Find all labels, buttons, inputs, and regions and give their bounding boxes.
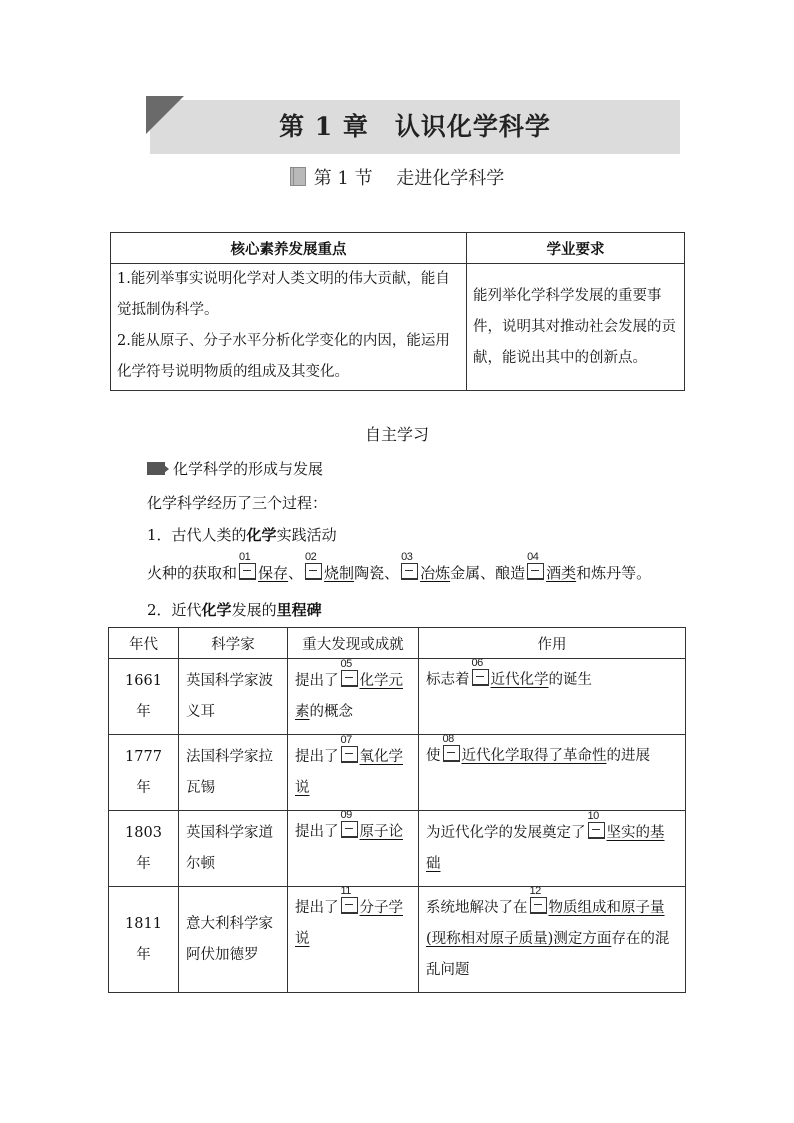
chapter-title: 第 1 章 认识化学科学 bbox=[279, 112, 551, 141]
year-cell: 1811 年 bbox=[109, 887, 179, 993]
table-row bbox=[109, 735, 686, 811]
goals-table bbox=[110, 232, 685, 391]
effect-cell bbox=[419, 887, 686, 993]
milestones-table bbox=[108, 627, 686, 993]
heading2-prefix: 2．近代 bbox=[147, 601, 202, 619]
heading-modern-milestones bbox=[147, 599, 322, 620]
effect-suffix: 存在的混乱问题 bbox=[426, 931, 670, 978]
blank-number: 11 bbox=[340, 885, 351, 897]
answer-12: 物质组成和原子量(现称相对原子质量)测定方面 bbox=[426, 900, 665, 947]
blank-number: 07 bbox=[340, 733, 352, 746]
effect-cell bbox=[419, 659, 686, 735]
achievement-prefix: 提出了 bbox=[295, 900, 339, 916]
effect-prefix: 系统地解决了在 bbox=[426, 900, 528, 916]
blank-box-icon bbox=[340, 809, 358, 838]
goals-requirement-cell: 能列举化学科学发展的重要事件，说明其对推动社会发展的贡献，能说出其中的创新点。 bbox=[467, 264, 685, 391]
blank-number: 03 bbox=[401, 551, 413, 563]
heading1-bold: 化学 bbox=[246, 526, 277, 544]
core-point-2: 2.能从原子、分子水平分析化学变化的内因，能运用化学符号说明物质的组成及其变化。 bbox=[117, 333, 450, 380]
goals-header-requirement: 学业要求 bbox=[467, 233, 685, 264]
blank-box-icon bbox=[340, 885, 358, 914]
heading2-bold-2: 里程碑 bbox=[276, 601, 322, 619]
table-row bbox=[109, 887, 686, 993]
effect-suffix: 的进展 bbox=[606, 748, 650, 764]
heading2-bold-1: 化学 bbox=[201, 601, 232, 619]
study-heading: 自主学习 bbox=[364, 425, 429, 444]
year-cell: 1777 年 bbox=[109, 735, 179, 811]
scientist-cell: 法国科学家拉瓦锡 bbox=[179, 735, 288, 811]
answer-04: 酒类 bbox=[546, 564, 577, 582]
header-achievement: 重大发现或成就 bbox=[288, 628, 419, 659]
blank-box-icon bbox=[527, 551, 544, 580]
table-row bbox=[109, 659, 686, 735]
answer-11: 分子学说 bbox=[295, 900, 403, 947]
answer-05: 化学元素 bbox=[295, 672, 403, 720]
topic-title bbox=[147, 458, 323, 479]
header-scientist: 科学家 bbox=[179, 628, 288, 659]
achievement-prefix: 提出了 bbox=[295, 748, 339, 765]
answer-07: 氧化学说 bbox=[295, 748, 403, 796]
blank-number: 02 bbox=[305, 551, 317, 563]
pencil-note-icon bbox=[147, 462, 165, 475]
scientist-cell: 英国科学家道尔顿 bbox=[179, 811, 288, 887]
answer-01: 保存 bbox=[258, 564, 289, 582]
effect-suffix: 的诞生 bbox=[548, 672, 592, 688]
achievement-cell bbox=[288, 659, 419, 735]
book-icon bbox=[290, 167, 306, 186]
fire-text-1: 、 bbox=[288, 564, 304, 582]
year-cell: 1661 年 bbox=[109, 659, 179, 735]
blank-number: 05 bbox=[340, 657, 352, 670]
table-row bbox=[109, 811, 686, 887]
scientist-cell: 英国科学家波义耳 bbox=[179, 659, 288, 735]
fire-line bbox=[147, 551, 652, 583]
answer-02: 烧制 bbox=[324, 564, 355, 582]
core-point-1: 1.能列举事实说明化学对人类文明的伟大贡献，能自觉抵制伪科学。 bbox=[117, 271, 450, 318]
heading-ancient-practice bbox=[147, 524, 337, 545]
header-year: 年代 bbox=[109, 628, 179, 659]
achievement-cell bbox=[288, 735, 419, 811]
effect-prefix: 使 bbox=[426, 748, 441, 764]
achievement-cell bbox=[288, 811, 419, 887]
blank-box-icon bbox=[340, 657, 358, 687]
scientist-cell: 意大利科学家阿伏加德罗 bbox=[179, 887, 288, 993]
fire-text-0: 火种的获取和 bbox=[147, 564, 238, 582]
effect-cell bbox=[419, 735, 686, 811]
answer-09: 原子论 bbox=[359, 824, 403, 840]
blank-box-icon bbox=[529, 885, 547, 914]
answer-06: 近代化学 bbox=[490, 672, 549, 688]
blank-box-icon bbox=[305, 551, 322, 580]
blank-number: 01 bbox=[239, 551, 251, 563]
fire-text-4: 和炼丹等。 bbox=[576, 564, 652, 582]
blank-number: 09 bbox=[340, 809, 352, 821]
heading1-prefix: 1．古代人类的 bbox=[147, 526, 247, 544]
blank-box-icon bbox=[442, 733, 460, 762]
header-effect: 作用 bbox=[419, 628, 686, 659]
heading2-mid: 发展的 bbox=[231, 601, 277, 619]
blank-box-icon bbox=[340, 733, 358, 763]
year-cell: 1803 年 bbox=[109, 811, 179, 887]
blank-number: 06 bbox=[471, 657, 483, 669]
achievement-prefix: 提出了 bbox=[295, 672, 339, 689]
section-title bbox=[0, 164, 794, 190]
achievement-suffix: 的概念 bbox=[309, 703, 353, 720]
blank-number: 08 bbox=[442, 733, 454, 745]
blank-number: 10 bbox=[587, 809, 599, 822]
blank-box-icon bbox=[471, 657, 489, 686]
blank-box-icon bbox=[401, 551, 418, 580]
answer-03: 冶炼 bbox=[420, 564, 451, 582]
achievement-prefix: 提出了 bbox=[295, 824, 339, 840]
effect-prefix: 为近代化学的发展奠定了 bbox=[426, 824, 586, 841]
answer-10: 坚实的基础 bbox=[426, 824, 665, 872]
topic-title-text: 化学科学的形成与发展 bbox=[173, 460, 324, 478]
fire-text-2: 陶瓷、 bbox=[354, 564, 400, 582]
heading1-rest: 实践活动 bbox=[276, 526, 337, 544]
blank-box-icon bbox=[239, 551, 256, 580]
fire-text-3: 金属、酿造 bbox=[450, 564, 526, 582]
goals-header-core: 核心素养发展重点 bbox=[111, 233, 467, 264]
section-title-text: 第 1 节 走进化学科学 bbox=[313, 168, 505, 189]
blank-number: 04 bbox=[527, 551, 539, 563]
effect-prefix: 标志着 bbox=[426, 672, 470, 688]
answer-08: 近代化学取得了革命性 bbox=[461, 748, 607, 764]
achievement-cell bbox=[288, 887, 419, 993]
blank-box-icon bbox=[587, 809, 605, 839]
goals-core-cell bbox=[111, 264, 467, 391]
blank-number: 12 bbox=[529, 885, 541, 897]
effect-cell bbox=[419, 811, 686, 887]
intro-text: 化学科学经历了三个过程： bbox=[147, 494, 328, 512]
